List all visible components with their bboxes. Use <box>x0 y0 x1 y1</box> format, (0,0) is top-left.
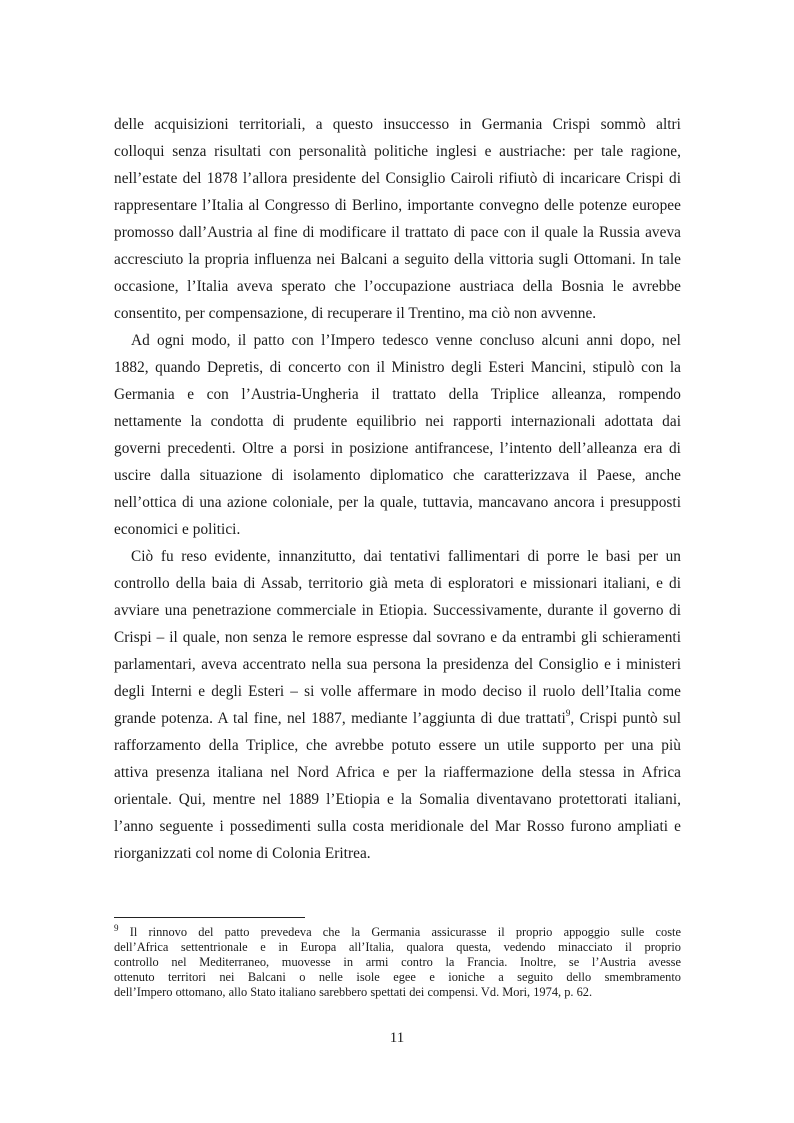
body-line: Ad ogni modo, il patto con l’Impero tedesco venne concluso alcuni anni dopo, nel <box>131 332 681 349</box>
body-line: riorganizzati col nome di Colonia Eritrea. <box>114 845 371 862</box>
footnote-line: dell’Africa settentrionale e in Europa all’Italia, qualora questa, vedendo minacciato il proprio <box>114 940 681 954</box>
body-line: degli Interni e degli Esteri – si volle affermare in modo deciso il ruolo dell’Italia come <box>114 683 681 700</box>
body-line: orientale. Qui, mentre nel 1889 l’Etiopia e la Somalia diventavano protettorati italiani, <box>114 791 681 808</box>
body-line: 1882, quando Depretis, di concerto con il Ministro degli Esteri Mancini, stipulò con la <box>114 359 681 376</box>
body-line: colloqui senza risultati con personalità politiche inglesi e austriache: per tale ragione, <box>114 143 681 160</box>
body-line: attiva presenza italiana nel Nord Africa e per la riaffermazione della stessa in Africa <box>114 764 681 781</box>
body-line: controllo della baia di Assab, territorio già meta di esploratori e missionari italiani, e di <box>114 575 681 592</box>
body-line: occasione, l’Italia aveva sperato che l’occupazione austriaca della Bosnia le avrebbe <box>114 278 681 295</box>
footnote-line: controllo nel Mediterraneo, muovesse in armi contro la Francia. Inoltre, se l’Austria avesse <box>114 955 681 969</box>
page-number: 11 <box>389 1030 405 1046</box>
body-line: parlamentari, aveva accentrato nella sua persona la presidenza del Consiglio e i ministeri <box>114 656 681 673</box>
footnote-line <box>114 922 681 939</box>
body-line: Ciò fu reso evidente, innanzitutto, dai tentativi fallimentari di porre le basi per un <box>131 548 681 565</box>
body-line: avviare una penetrazione commerciale in Etiopia. Successivamente, durante il governo di <box>114 602 681 619</box>
footnote-line: ottenuto territori nei Balcani o nelle isole egee e ioniche a seguito dello smembramento <box>114 970 681 984</box>
body-line: Germania e con l’Austria-Ungheria il trattato della Triplice alleanza, rompendo <box>114 386 681 403</box>
body-line: l’anno seguente i possedimenti sulla costa meridionale del Mar Rosso furono ampliati e <box>114 818 681 835</box>
body-line: nettamente la condotta di prudente equilibrio nei rapporti internazionali adottata dai <box>114 413 681 430</box>
body-line-text: grande potenza. A tal fine, nel 1887, mediante l’aggiunta di due trattati <box>114 710 566 727</box>
footnote-number: 9 <box>114 922 119 933</box>
body-line: Crispi – il quale, non senza le remore espresse dal sovrano e da entrambi gli schieramenti <box>114 629 681 646</box>
footnote-reference[interactable]: 9 <box>565 707 571 718</box>
footnote-separator <box>114 917 305 918</box>
body-line: uscire dalla situazione di isolamento diplomatico che caratterizzava il Paese, anche <box>114 467 681 484</box>
body-line: nell’ottica di una azione coloniale, per la quale, tuttavia, mancavano ancora i presupposti <box>114 494 681 511</box>
body-line: nell’estate del 1878 l’allora presidente del Consiglio Cairoli rifiutò di incaricare Crispi di <box>114 170 681 187</box>
body-line: governi precedenti. Oltre a porsi in posizione antifrancese, l’intento dell’alleanza era di <box>114 440 681 457</box>
body-line: rappresentare l’Italia al Congresso di Berlino, importante convegno delle potenze europee <box>114 197 681 214</box>
body-line: promosso dall’Austria al fine di modificare il trattato di pace con il quale la Russia aveva <box>114 224 681 241</box>
body-line: consentito, per compensazione, di recuperare il Trentino, ma ciò non avvenne. <box>114 305 597 322</box>
body-line: accresciuto la propria influenza nei Balcani a seguito della vittoria sugli Ottomani. In tale <box>114 251 681 268</box>
body-line: economici e politici. <box>114 521 241 538</box>
body-line: delle acquisizioni territoriali, a questo insuccesso in Germania Crispi sommò altri <box>114 116 681 133</box>
footnote-text: Il rinnovo del patto prevedeva che la Germania assicurasse il proprio appoggio sulle coste <box>118 925 681 939</box>
body-line-with-footnote-ref <box>114 707 681 728</box>
body-line-text: , Crispi puntò sul <box>570 710 681 727</box>
footnote-line: dell’Impero ottomano, allo Stato italiano sarebbero spettati dei compensi. Vd. Mori, 1974, p. 62. <box>114 985 593 999</box>
body-line: rafforzamento della Triplice, che avrebbe potuto essere un utile supporto per una più <box>114 737 681 754</box>
